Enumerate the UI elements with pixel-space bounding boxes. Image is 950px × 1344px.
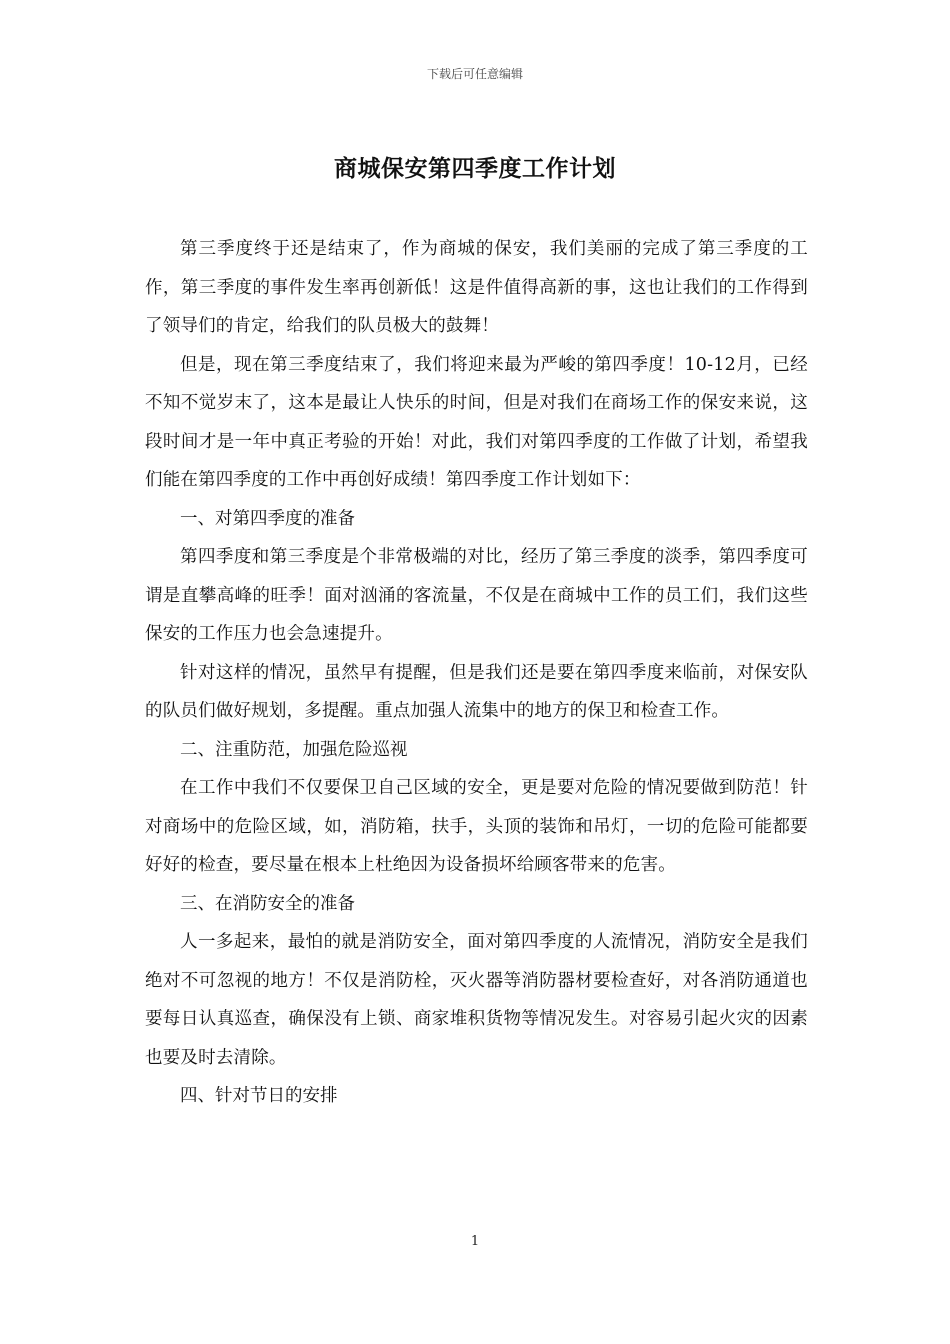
paragraph-section-3: 人一多起来，最怕的就是消防安全，面对第四季度的人流情况，消防安全是我们绝对不可忽视的地方！不仅是消防栓，灭火器等消防器材要检查好，对各消防通道也要每日认真巡查，确保没有上锁、商家堆积货物等情况发生。对容易引起火灾的因素也要及时去清除。: [145, 932, 808, 1068]
page-header-note: 下载后可任意编辑: [426, 67, 523, 81]
page-number: 1: [470, 1234, 480, 1249]
section-heading-2: 二、注重防范，加强危险巡视: [180, 739, 408, 760]
document-title: 商城保安第四季度工作计划: [334, 156, 616, 182]
section-heading-4: 四、针对节日的安排: [180, 1086, 338, 1106]
paragraph-fourth-quarter: 但是，现在第三季度结束了，我们将迎来最为严峻的第四季度！10-12月，已经不知不觉岁末了，这本是最让人快乐的时间，但是对我们在商场工作的保安来说，这段时间才是一年中真正考验的开始！对此，我们对第四季度的工作做了计划，希望我们能在第四季度的工作中再创好成绩！第四季度工作计划如下：: [145, 354, 808, 490]
section-heading-1: 一、对第四季度的准备: [180, 508, 355, 529]
paragraph-section-2: 在工作中我们不仅要保卫自己区域的安全，更是要对危险的情况要做到防范！针对商场中的危险区域，如，消防箱，扶手，头顶的装饰和吊灯，一切的危险可能都要好好的检查，要尽量在根本上杜绝因为设备损坏给顾客带来的危害。: [145, 778, 808, 875]
paragraph-section-1b: 针对这样的情况，虽然早有提醒，但是我们还是要在第四季度来临前，对保安队的队员们做好规划，多提醒。重点加强人流集中的地方的保卫和检查工作。: [145, 662, 808, 721]
paragraph-section-1a: 第四季度和第三季度是个非常极端的对比，经历了第三季度的淡季，第四季度可谓是直攀高峰的旺季！面对汹涌的客流量，不仅是在商城中工作的员工们，我们这些保安的工作压力也会急速提升。: [145, 547, 808, 644]
paragraph-intro: 第三季度终于还是结束了，作为商城的保安，我们美丽的完成了第三季度的工作，第三季度的事件发生率再创新低！这是件值得高新的事，这也让我们的工作得到了领导们的肯定，给我们的队员极大的鼓舞！: [145, 239, 808, 336]
document-body: [145, 230, 808, 1116]
section-heading-3: 三、在消防安全的准备: [180, 893, 355, 914]
